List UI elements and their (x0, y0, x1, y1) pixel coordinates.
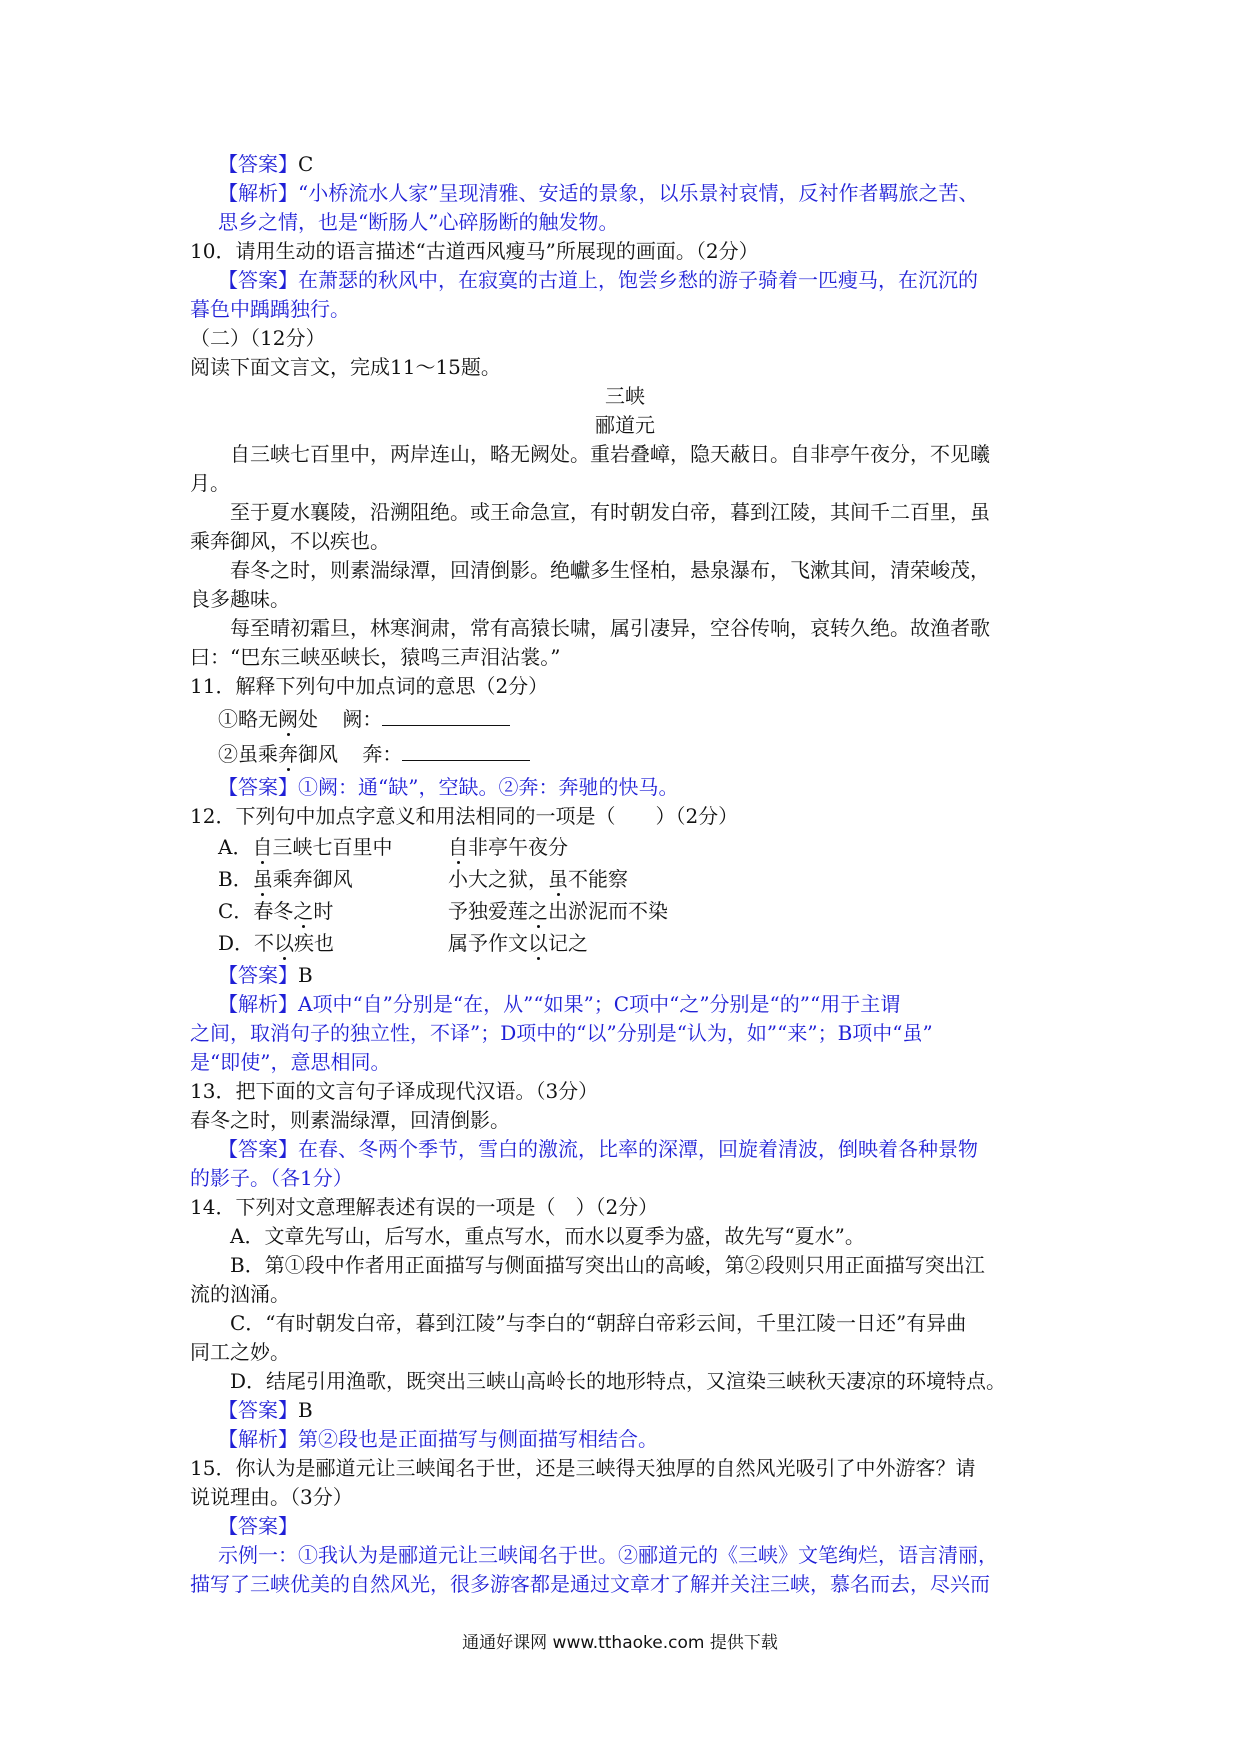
passage-title: 三峡 (605, 384, 645, 408)
q13-question: 13．把下面的文言句子译成现代汉语。（3分） (190, 1079, 599, 1103)
passage-paragraph-2-cont: 乘奔御风，不以疾也。 (190, 529, 390, 553)
option-text: 予独爱莲 (448, 899, 528, 923)
passage-paragraph-1: 自三峡七百里中，两岸连山，略无阙处。重岩叠嶂，隐天蔽日。自非亭午夜分，不见曦 (230, 442, 990, 466)
q12-option-b (190, 865, 1060, 894)
q15-question: 15．你认为是郦道元让三峡闻名于世，还是三峡得天独厚的自然风光吸引了中外游客？请 (190, 1456, 976, 1480)
option-text: 时 (313, 899, 334, 923)
q9-answer (190, 150, 1060, 179)
option-text: 记之 (548, 931, 588, 955)
q15-example-cont: 描写了三峡优美的自然风光，很多游客都是通过文章才了解并关注三峡，慕名而去，尽兴而 (190, 1572, 990, 1596)
q11-item-1 (190, 705, 1060, 734)
passage-paragraph-3: 春冬之时，则素湍绿潭，回清倒影。绝巘多生怪柏，悬泉瀑布，飞漱其间，清荣峻茂， (230, 558, 990, 582)
answer-value: C (298, 152, 314, 176)
q14-question: 14．下列对文意理解表述有误的一项是（ ）（2分） (190, 1195, 659, 1219)
item-text: 处 (298, 707, 318, 731)
q12-analysis-cont-1: 之间，取消句子的独立性，不译”；D项中的“以”分别是“认为，如”“来”；B项中“虽” (190, 1021, 933, 1045)
q11-item-2 (190, 740, 1060, 769)
q14-option-d: D．结尾引用渔歌，既突出三峡山高岭长的地形特点，又渲染三峡秋天凄凉的环境特点。 (230, 1369, 1007, 1393)
option-letter: A． (218, 835, 253, 859)
q10-question: 10．请用生动的语言描述“古道西风瘦马”所展现的画面。（2分） (190, 239, 759, 263)
analysis-text: 第②段也是正面描写与侧面描写相结合。 (298, 1427, 658, 1451)
q14-option-a: A．文章先写山，后写水，重点写水，而水以夏季为盛，故先写“夏水”。 (230, 1224, 865, 1248)
option-text: 出淤泥而不染 (548, 899, 668, 923)
option-letter: C． (218, 899, 254, 923)
item-text: ②虽乘 (218, 742, 278, 766)
q14-analysis (190, 1425, 1060, 1454)
q11-question: 11．解释下列句中加点词的意思（2分） (190, 674, 549, 698)
dotted-word: 阙 (278, 707, 298, 731)
dotted-word: 虽 (252, 867, 273, 891)
answer-text: 在萧瑟的秋风中，在寂寞的古道上，饱尝乡愁的游子骑着一匹瘦马，在沉沉的 (298, 268, 978, 292)
q12-answer (190, 961, 1060, 990)
q14-answer (190, 1396, 1060, 1425)
document-page (190, 150, 1060, 1599)
answer-blank[interactable] (402, 740, 530, 761)
option-text: 春冬 (253, 899, 294, 923)
q12-option-a (190, 833, 1060, 862)
q12-analysis-cont-2: 是“即使”，意思相同。 (190, 1050, 391, 1074)
passage-author: 郦道元 (595, 413, 655, 437)
analysis-label: 【解析】 (218, 992, 298, 1016)
dotted-word: 之 (293, 899, 314, 923)
q10-answer-cont: 暮色中踽踽独行。 (190, 297, 350, 321)
q14-option-b-cont: 流的汹涌。 (190, 1282, 290, 1306)
answer-text: 在春、冬两个季节，雪白的激流，比率的深潭，回旋着清波，倒映着各种景物 (298, 1137, 978, 1161)
answer-label: 【答案】 (218, 1137, 298, 1161)
q15-answer-label: 【答案】 (218, 1514, 298, 1538)
item-word: 阙： (342, 707, 383, 731)
passage-paragraph-3-cont: 良多趣味。 (190, 587, 290, 611)
dotted-word: 以 (528, 931, 548, 955)
passage-paragraph-1-cont: 月。 (190, 471, 230, 495)
q15-example: 示例一：①我认为是郦道元让三峡闻名于世。②郦道元的《三峡》文笔绚烂，语言清丽， (218, 1543, 998, 1567)
dotted-word: 以 (274, 931, 295, 955)
option-text: 小大之狱， (448, 867, 548, 891)
answer-value: B (298, 1398, 313, 1422)
q13-answer-cont: 的影子。（各1分） (190, 1166, 353, 1190)
answer-label: 【答案】 (218, 963, 298, 987)
answer-label: 【答案】 (218, 1398, 298, 1422)
dotted-word: 自 (252, 835, 273, 859)
answer-text: ①阙：通“缺”，空缺。②奔：奔驰的快马。 (298, 775, 679, 799)
option-text: 属予作文 (448, 931, 528, 955)
option-text: 非亭午夜分 (468, 835, 568, 859)
option-text: 不能察 (568, 867, 628, 891)
item-text: 御风 (298, 742, 338, 766)
option-text: 乘奔御风 (272, 867, 353, 891)
passage-paragraph-4-cont: 曰：“巴东三峡巫峡长，猿鸣三声泪沾裳。” (190, 645, 561, 669)
q13-answer (190, 1135, 1060, 1164)
q12-analysis (190, 990, 1060, 1019)
q15-question-cont: 说说理由。（3分） (190, 1485, 353, 1509)
page-footer: 通通好课网 www.tthaoke.com 提供下载 (462, 1633, 778, 1653)
q12-option-c (190, 897, 1060, 926)
option-text: 疾也 (294, 931, 335, 955)
dotted-word: 之 (528, 899, 548, 923)
answer-blank[interactable] (382, 705, 510, 726)
q12-option-d (190, 929, 1060, 958)
analysis-label: 【解析】 (218, 1427, 298, 1451)
q12-question: 12．下列句中加点字意义和用法相同的一项是（ ）（2分） (190, 804, 739, 828)
analysis-text: “小桥流水人家”呈现清雅、安适的景象，以乐景衬哀情，反衬作者羁旅之苦、 (298, 181, 979, 205)
dotted-word: 奔 (278, 742, 298, 766)
q14-option-c: C．“有时朝发白帝，暮到江陵”与李白的“朝辞白帝彩云间，千里江陵一日还”有异曲 (230, 1311, 967, 1335)
answer-label: 【答案】 (218, 152, 298, 176)
dotted-word: 虽 (548, 867, 568, 891)
answer-value: B (298, 963, 313, 987)
option-text: 不 (254, 931, 275, 955)
option-text: 三峡七百里中 (272, 835, 393, 859)
section-instruction: 阅读下面文言文，完成11～15题。 (190, 355, 501, 379)
analysis-label: 【解析】 (218, 181, 298, 205)
option-letter: B． (218, 867, 253, 891)
passage-paragraph-2: 至于夏水襄陵，沿溯阻绝。或王命急宣，有时朝发白帝，暮到江陵，其间千二百里，虽 (230, 500, 990, 524)
answer-label: 【答案】 (218, 268, 298, 292)
analysis-text: A项中“自”分别是“在，从”“如果”；C项中“之”分别是“的”“用于主谓 (298, 992, 901, 1016)
dotted-word: 自 (448, 835, 468, 859)
q10-answer (190, 266, 1060, 295)
q9-analysis (190, 179, 1060, 208)
q9-analysis-cont: 思乡之情，也是“断肠人”心碎肠断的触发物。 (218, 210, 619, 234)
item-word: 奔： (362, 742, 403, 766)
option-letter: D． (218, 931, 255, 955)
answer-label: 【答案】 (218, 775, 298, 799)
passage-paragraph-4: 每至晴初霜旦，林寒涧肃，常有高猿长啸，属引凄异，空谷传响，哀转久绝。故渔者歌 (230, 616, 990, 640)
q13-sentence: 春冬之时，则素湍绿潭，回清倒影。 (190, 1108, 510, 1132)
section-header: （二）（12分） (190, 326, 326, 350)
item-text: ①略无 (218, 707, 278, 731)
q11-answer (190, 773, 1060, 802)
q14-option-b: B．第①段中作者用正面描写与侧面描写突出山的高峻，第②段则只用正面描写突出江 (230, 1253, 985, 1277)
q14-option-c-cont: 同工之妙。 (190, 1340, 290, 1364)
